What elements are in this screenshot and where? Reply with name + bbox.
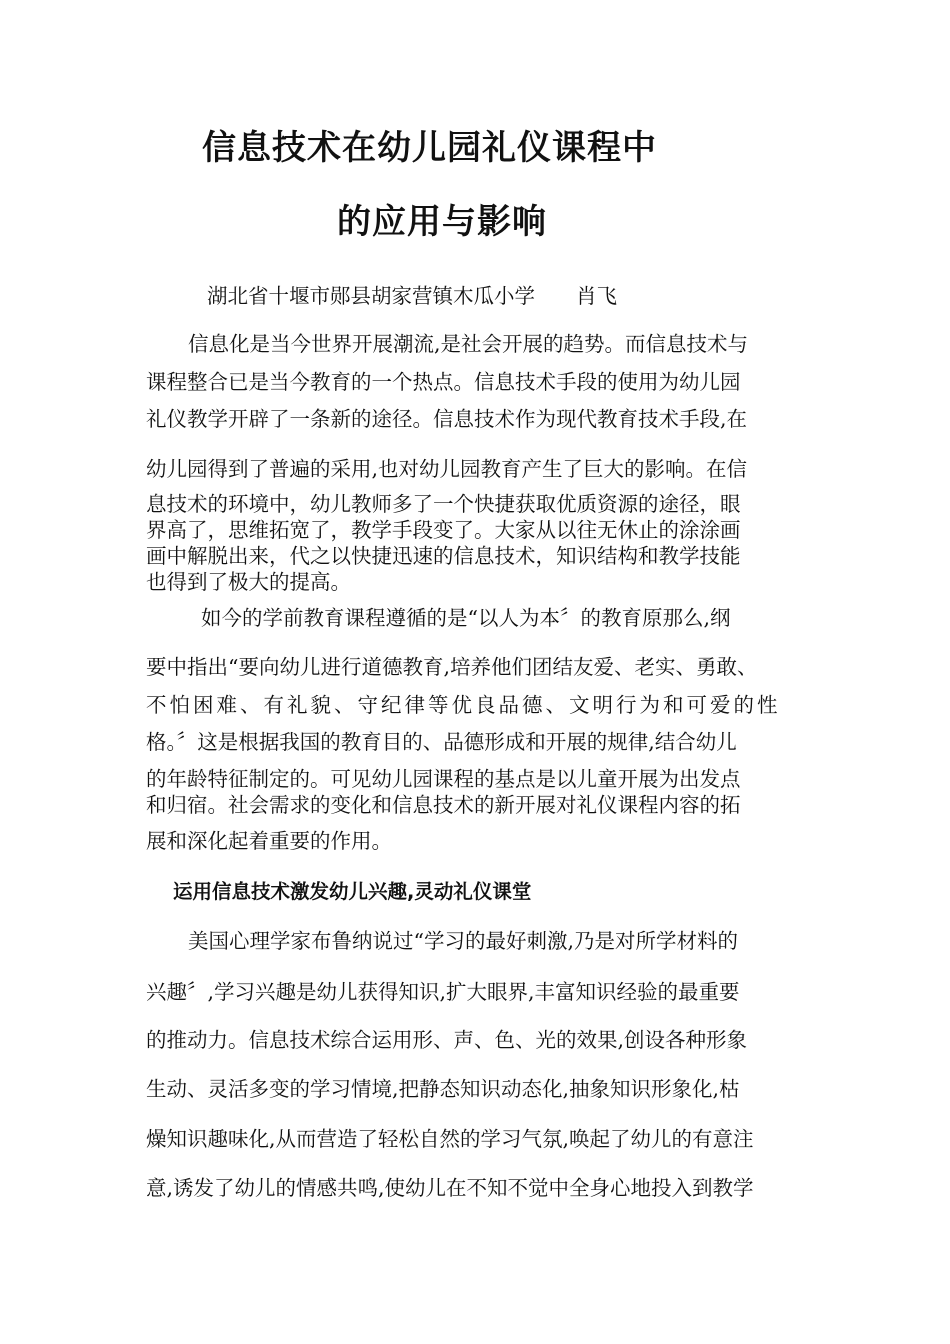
paragraph-line: 礼仪教学开辟了一条新的途径。信息技术作为现代教育技术手段,在 — [146, 407, 748, 431]
paragraph-line: 燥知识趣味化,从而营造了轻松自然的学习气氛,唤起了幼儿的有意注 — [146, 1127, 754, 1151]
paragraph-line: 的年龄特征制定的。可见幼儿园课程的基点是以儿童开展为出发点 — [146, 767, 741, 791]
paragraph-line: 展和深化起着重要的作用。 — [146, 829, 392, 853]
paragraph-line: 意,诱发了幼儿的情感共鸣,使幼儿在不知不觉中全身心地投入到教学 — [146, 1176, 754, 1200]
paragraph-line: 界高了，思维拓宽了，教学手段变了。大家从以往无休止的涂涂画 — [146, 518, 741, 542]
paragraph-line: 课程整合已是当今教育的一个热点。信息技术手段的使用为幼儿园 — [146, 370, 741, 394]
paragraph-line: 的推动力。信息技术综合运用形、声、色、光的效果,创设各种形象 — [146, 1028, 748, 1052]
paragraph-line: 息技术的环境中，幼儿教师多了一个快捷获取优质资源的途径，眼 — [146, 492, 741, 516]
title-line-1: 信息技术在幼儿园礼仪课程中 — [202, 128, 657, 168]
paragraph-line: 格。〞这是根据我国的教育目的、品德形成和开展的规律,结合幼儿 — [146, 730, 737, 754]
section-heading: 运用信息技术激发幼儿兴趣,灵动礼仪课堂 — [173, 880, 532, 903]
paragraph-line: 信息化是当今世界开展潮流,是社会开展的趋势。而信息技术与 — [188, 332, 749, 356]
paragraph-line: 画中解脱出来，代之以快捷迅速的信息技术，知识结构和教学技能 — [146, 544, 741, 568]
paragraph-line: 美国心理学家布鲁纳说过“学习的最好刺激,乃是对所学材料的 — [188, 929, 738, 953]
paragraph-line: 也得到了极大的提高。 — [146, 570, 351, 594]
title-line-2: 的应用与影响 — [337, 202, 547, 242]
paragraph-line: 如今的学前教育课程遵循的是“以人为本〞的教育原那么,纲 — [201, 606, 731, 630]
paragraph-line: 和归宿。社会需求的变化和信息技术的新开展对礼仪课程内容的拓 — [146, 793, 741, 817]
paragraph-line: 幼儿园得到了普遍的采用,也对幼儿园教育产生了巨大的影响。在信 — [146, 457, 748, 481]
paragraph-line: 不怕困难、有礼貌、守纪律等优良品德、文明行为和可爱的性 — [146, 693, 781, 717]
paragraph-line: 兴趣〞,学习兴趣是幼儿获得知识,扩大眼界,丰富知识经验的最重要 — [146, 980, 740, 1004]
paragraph-line: 生动、灵活多变的学习情境,把静态知识动态化,抽象知识形象化,枯 — [146, 1077, 740, 1101]
paragraph-line: 要中指出“要向幼儿进行道德教育,培养他们团结友爱、老实、勇敢、 — [146, 655, 758, 679]
author-line: 湖北省十堰市郧县胡家营镇木瓜小学 肖飞 — [207, 284, 617, 308]
